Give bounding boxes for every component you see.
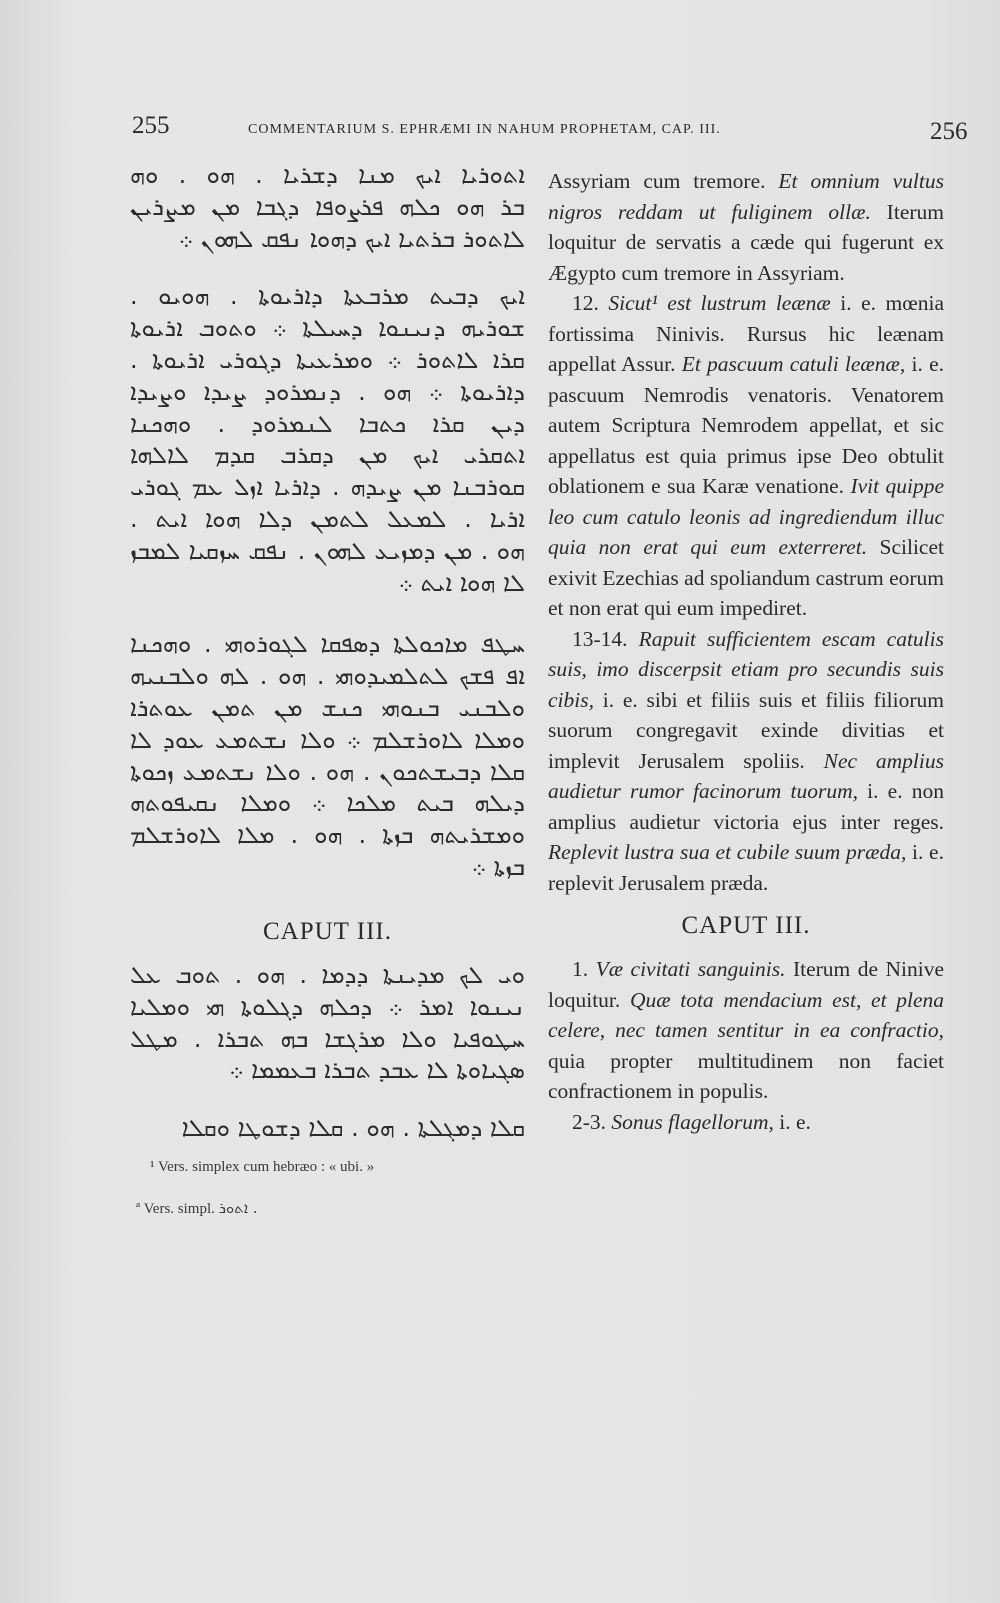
syriac-line: ܘܝ ܠܟ ܡܕܝܢܬܐ ܕܕܡܐ . ܗܘ . ܬܘܒ ܥܠ [130, 960, 525, 989]
syriac-line: ܩܠܐ ܕܡܓܠܬܐ . ܗܘ . ܩܠܐ ܕܫܘܛܐ ܘܩܠܐ [181, 1114, 525, 1143]
footnote-a-prefix: ª Vers. simpl. [136, 1201, 215, 1218]
latin-italic-run: Quæ tota mendacium est, et plena celere, nec tamen sentitur in ea confractio, [548, 987, 944, 1042]
latin-paragraph-5 [548, 1107, 944, 1138]
latin-paragraph-2 [548, 288, 944, 624]
latin-italic-run: Et pascuum catuli leænæ, [681, 352, 906, 376]
latin-paragraph-3 [548, 624, 944, 899]
latin-run: Scilicet exivit Ezechias ad spoliandum castrum eorum et non erat qui eum impediret. [548, 535, 944, 620]
latin-italic-run: Rapuit sufficientem escam catulis suis, imo discerpsit etiam pro secundis suis cibis, [548, 626, 944, 712]
syriac-line: ܚܛܦ ܡܐܟܘܠܬܐ ܕܣܦܩܐ ܠܓܘܪܘܗܝ . ܘܗܟܢܐ [130, 630, 525, 659]
syriac-line: ܩܪܐ ܠܐܬܘܪ ܀ ܘܡܪܥܝܬܐ ܕܓܘܪܝ ܐܪܝܘܬܐ . [130, 345, 525, 374]
syriac-block-2 [130, 281, 525, 597]
syriac-line: ܐܝܟ ܕܒܝܬ ܡܪܒܥܬܐ ܕܐܪܝܘܬܐ . ܗܘܝܘ . [130, 282, 525, 311]
latin-run: 1. [572, 957, 596, 981]
page-number-left: 255 [132, 112, 170, 139]
syriac-line: ܩܘܪܒܢܐ ܡܢ ܨܝܕܗ . ܕܐܪܝܐ ܐܙܠ ܥܡ ܓܘܪܝ [130, 473, 525, 502]
syriac-line: ܐܦ ܦܫܟ ܠܬܠܡܝܕܘܗܝ . ܗܘ . ܠܗ ܘܠܒܢܝܗ [130, 662, 525, 691]
caput-heading-left: CAPUT III. [263, 917, 392, 945]
page-number-right: 256 [930, 118, 968, 145]
syriac-block-3 [130, 629, 525, 882]
syriac-line: ܩܠܐ ܕܒܝܫܬܟܘܢ . ܗܘ . ܘܠܐ ܢܫܬܡܥ ܙܟܘܬܐ [130, 757, 525, 786]
latin-italic-run: Sonus flagellorum, [611, 1109, 774, 1134]
latin-column [548, 166, 944, 1137]
latin-italic-run: Et omnium vultus nigros reddam ut fuliginem ollæ. [548, 169, 944, 224]
syriac-line: ܘܡܫܪܝܬܗ ܒܙܬܐ . ܗܘ . ܡܠܐ ܠܐܘܪܫܠܡ [130, 821, 525, 850]
latin-run: 13-14. [572, 626, 639, 651]
footnotes [130, 1159, 525, 1218]
latin-run: i. e. replevit Jerusalem præda. [548, 840, 944, 895]
syriac-line: ܠܐ ܗܘܐ ܐܝܬ ܀ [398, 568, 525, 597]
latin-run: 2-3. [572, 1109, 612, 1134]
latin-run: i. e. sibi et filiis suis et filiis filiorum suorum congregavit exinde divitias et implevit Jerusalem spoliis. [548, 687, 944, 773]
latin-run: i. e. mœnia fortissima Ninivis. Rursus hic leænam appellat Assur. [548, 291, 944, 376]
latin-run: i. e. non amplius audietur victoria ejus inter reges. [548, 779, 944, 834]
latin-run: Iterum de Ninive loquitur. [548, 957, 945, 1012]
latin-paragraph-1 [548, 166, 944, 288]
syriac-line: ܘܡܠܐ ܠܐܘܪܫܠܡ ܀ ܘܠܐ ܢܫܬܡܥ ܥܘܕ ܠܐ [130, 725, 525, 754]
syriac-line: ܐܪܝܐ . ܠܡܥܠ ܠܬܡܢ ܕܠܐ ܗܘܐ ܐܝܬ . [130, 504, 525, 533]
latin-run: Assyriam cum tremore. [548, 169, 779, 193]
footnote-a-syriac: ܐܬܘܪ . [218, 1199, 258, 1218]
syriac-line: ܠܐܬܘܪ ܒܪܬܝܐ ܐܝܟ ܕܗܘܐ ܢܦܩ ܠܗܘܢ ܀ [178, 224, 525, 253]
syriac-line: ܕܝܢ ܩܪܐ ܟܬܒܐ ܠܢܡܪܘܕ . ܘܗܟܢܐ [130, 409, 525, 438]
running-title: COMMENTARIUM S. EPHRÆMI IN NAHUM PROPHETAM, CAP. III. [248, 122, 721, 137]
page-header [0, 108, 1000, 148]
latin-run: 12. [572, 291, 609, 315]
latin-italic-run: Ivit quippe leo cum catulo leonis ad ingrediendum illuc quia non erat qui eum exterreret. [548, 474, 944, 559]
syriac-line: ܒܪ ܗܘ ܟܠܗ ܦܪܨܘܦܐ ܕܓܒܐ ܡܢ ܡܨܪܝܢ [130, 192, 525, 221]
syriac-line: ܢܝܢܘܐ ܐܡܪ ܀ ܕܟܠܗ ܕܓܠܘܬܐ ܗܝ ܘܡܠܝܐ [130, 992, 525, 1021]
syriac-line: ܒܙܬܐ ܀ [471, 852, 525, 881]
footnote-a [130, 1199, 525, 1218]
latin-italic-run: Replevit lustra sua et cubile suum præda, [548, 840, 907, 864]
syriac-block-1 [130, 160, 525, 254]
latin-italic-run: Væ civitati sanguinis. [595, 957, 786, 981]
syriac-line: ܘܠܒܢܝ ܒܢܘܗܝ ܟܢܫ ܡܢ ܬܡܢ ܥܘܬܪܐ [130, 693, 525, 722]
syriac-block-5 [130, 1113, 525, 1143]
syriac-line: ܫܘܪܝܗ ܕܢܝܢܘܐ ܕܚܝܠܬܐ ܀ ܘܬܘܒ ܐܪܝܘܬܐ [130, 314, 525, 343]
latin-text-caput [548, 954, 944, 1137]
latin-run: i. e. [773, 1109, 811, 1134]
latin-run: i. e. pascuum Nemrodis venatoris. Venatorem autem Scriptura Nemrodem appellat, et sic appellatus est quia primus ipse Deo obtulit oblationem e sua Karæ venatione. [548, 352, 944, 498]
syriac-line: ܣܓܝܐܘܬܐ ܠܐ ܥܒܕ ܬܒܪܐ ܒܥܡܡܐ ܀ [229, 1056, 525, 1085]
caput-heading-right: CAPUT III. [681, 912, 811, 939]
syriac-column [130, 160, 525, 1218]
latin-text [548, 166, 944, 898]
latin-run: Iterum loquitur de servatis a cæde qui fugerunt ex Ægypto cum tremore in Assyriam. [548, 199, 944, 285]
syriac-line: ܐܬܩܪܝ ܐܝܟ ܡܢ ܕܩܪܒ ܩܕܡ ܠܐܠܗܐ [130, 441, 525, 470]
latin-italic-run: Sicut¹ est lustrum leænæ [608, 291, 831, 315]
syriac-line: ܐܬܘܪܝܐ ܐܝܟ ܡܢܐ ܕܫܪܝܐ . ܗܘ . ܘܗ [130, 161, 525, 189]
footnote-1: ¹ Vers. simplex cum hebræo : « ubi. » [150, 1159, 375, 1176]
latin-italic-run: Nec amplius audietur rumor facinorum tuorum, [548, 748, 944, 803]
latin-run: quia propter multitudinem non faciet confractionem in populis. [548, 1048, 944, 1103]
syriac-line: ܚܛܘܦܝܐ ܘܠܐ ܡܪܓܫܐ ܒܗ ܬܒܪܐ . ܡܛܠ [130, 1024, 525, 1053]
syriac-line: ܕܝܠܗ ܒܝܬ ܡܠܟܐ ܀ ܘܡܠܐ ܢܩܝܦܘܬܗ [130, 789, 525, 818]
latin-paragraph-4 [548, 954, 944, 1107]
syriac-line: ܕܐܪܝܘܬܐ ܀ ܗܘ . ܕܢܡܪܘܕ ܨܝܕܐ ܘܨܝܕܐ [130, 377, 525, 406]
syriac-block-4 [130, 960, 525, 1085]
syriac-line: ܗܘ . ܡܢ ܕܡܙܝܥ ܠܗܘܢ . ܢܦܩ ܚܙܩܝܐ ܠܡܒܙ [130, 536, 525, 565]
